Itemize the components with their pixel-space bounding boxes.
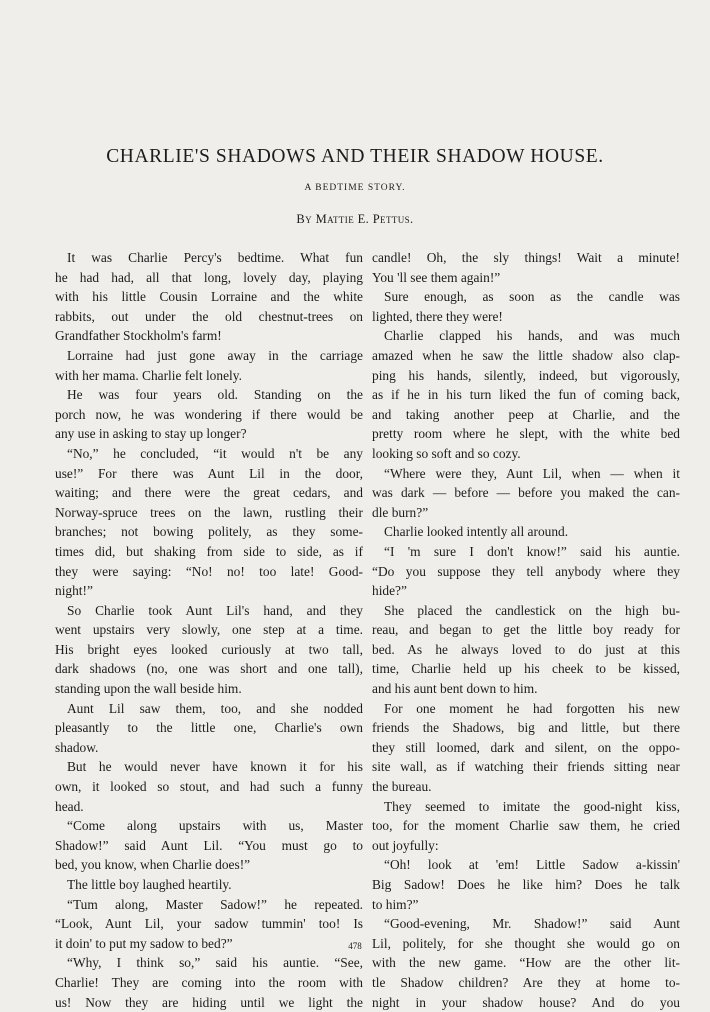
text-line: Charlie clapped his hands, and was much	[384, 328, 680, 344]
text-line: and his aunt bent down to him.	[372, 681, 538, 697]
text-line: “Do you suppose they tell anybody where they	[372, 563, 680, 579]
text-line: It was Charlie Percy's bedtime. What fun	[67, 250, 363, 265]
text-line: He was four years old. Standing on the	[67, 387, 363, 403]
text-column-left	[55, 248, 363, 1012]
text-line: Charlie looked intently all around.	[384, 524, 569, 540]
text-line: porch now, he was wondering if there would be	[55, 406, 363, 422]
text-line: “Come along upstairs with us, Master	[67, 818, 363, 834]
text-line: Big Sadow! Does he like him? Does he talk	[372, 877, 680, 892]
text-line: they still loomed, dark and silent, on the oppo-	[372, 739, 680, 755]
text-line: out joyfully:	[372, 837, 439, 853]
text-line: was dark — before — before you maked the can-	[372, 485, 680, 501]
text-line: “Oh! look at 'em! Little Sadow a-kissin'	[384, 857, 680, 873]
story-subtitle: A BEDTIME STORY.	[304, 183, 406, 193]
text-line: any use in asking to stay up longer?	[55, 426, 247, 442]
text-line: pleasantly to the little one, Charlie's own	[55, 720, 363, 736]
text-line: “No,” he concluded, “it would n't be any	[67, 445, 363, 461]
text-line: His bright eyes looked curiously at two tall,	[55, 641, 363, 657]
text-line: “Where were they, Aunt Lil, when — when it	[384, 465, 680, 481]
text-line: waiting; and there were the great cedars, and	[55, 485, 363, 501]
text-line: and taking another peep at Charlie, and the	[372, 406, 680, 422]
text-line: You 'll see them again!”	[372, 269, 501, 285]
text-line: went upstairs very slowly, one step at a time.	[55, 622, 363, 638]
text-line: ping his hands, silently, indeed, but vigorously,	[372, 367, 680, 383]
text-line: use!” For there was Aunt Lil in the door,	[55, 465, 363, 481]
story-byline: By Mattie E. Pettus.	[296, 212, 414, 226]
text-line: friends the Shadows, big and little, but there	[372, 720, 680, 736]
text-line: Sure enough, as soon as the candle was	[384, 289, 680, 305]
text-line: amazed when he saw the little shadow also clap-	[372, 347, 680, 363]
text-line: “I 'm sure I don't know!” said his auntie.	[384, 543, 680, 559]
text-line: times did, but shaking from side to side, as if	[55, 543, 363, 559]
text-line: Grandfather Stockholm's farm!	[55, 328, 222, 344]
text-line: the bureau.	[372, 779, 432, 795]
text-line: lighted, there they were!	[372, 308, 503, 324]
page-number: 478	[348, 941, 362, 951]
text-line: Lorraine had just gone away in the carriage	[67, 347, 363, 363]
text-line: night!”	[55, 583, 93, 599]
text-line: Norway-spruce trees on the lawn, rustling their	[55, 504, 363, 520]
text-line: bed, you know, when Charlie does!”	[55, 857, 251, 873]
text-line: dark shadows (no, one was short and one tall),	[55, 661, 363, 677]
text-line: too, for the moment Charlie saw them, he cried	[372, 818, 680, 834]
text-line: Shadow!” said Aunt Lil. “You must go to	[55, 837, 363, 853]
text-line: Lil, politely, for she thought she would go on	[372, 935, 680, 951]
text-line: to him?”	[372, 896, 419, 912]
text-line: us! Now they are hiding until we light the	[55, 994, 363, 1010]
text-line: They seemed to imitate the good-night kiss,	[384, 798, 680, 814]
text-line: rabbits, out under the old chestnut-trees on	[55, 308, 363, 324]
text-line: they were saying: “No! no! too late! Good-	[55, 563, 363, 579]
text-line: own, it looked so stout, and had such a funny	[55, 779, 363, 795]
text-line: with the new game. “How are the other lit-	[372, 955, 680, 971]
text-line: with her mama. Charlie felt lonely.	[55, 367, 242, 383]
text-line: Aunt Lil saw them, too, and she nodded	[67, 700, 363, 716]
text-line: bed. As he always loved to do just at this	[372, 641, 680, 657]
text-line: The little boy laughed heartily.	[67, 877, 232, 892]
story-title: CHARLIE'S SHADOWS AND THEIR SHADOW HOUSE.	[106, 146, 604, 167]
text-line: tle Shadow children? Are they at home to-	[372, 974, 680, 990]
text-line: But he would never have known it for his	[67, 759, 363, 775]
text-line: “Tum along, Master Sadow!” he repeated.	[67, 896, 363, 912]
text-line: Charlie! They are coming into the room with	[55, 974, 363, 990]
text-line: night in your shadow house? And do you	[372, 994, 680, 1010]
text-line: site wall, as if watching their friends sitting near	[372, 759, 680, 775]
text-line: For one moment he had forgotten his new	[384, 700, 680, 716]
text-line: it doin' to put my sadow to bed?”	[55, 935, 233, 951]
text-line: head.	[55, 798, 84, 814]
text-line: looking so soft and so cozy.	[372, 445, 521, 461]
text-line: She placed the candlestick on the high bu-	[384, 602, 680, 618]
text-line: dle burn?”	[372, 504, 429, 520]
text-line: standing upon the wall beside him.	[55, 681, 242, 697]
text-line: “Look, Aunt Lil, your sadow tummin' too! Is	[55, 916, 363, 932]
text-line: shadow.	[55, 739, 99, 755]
text-line: “Why, I think so,” said his auntie. “See,	[67, 955, 363, 971]
text-line: reau, and began to get the little boy ready for	[372, 622, 680, 638]
text-line: hide?”	[372, 583, 407, 599]
text-line: branches; not bowing politely, as they some-	[55, 524, 363, 540]
text-line: as if he in his turn liked the fun of coming back,	[372, 387, 680, 403]
text-column-right	[372, 248, 680, 1012]
text-line: candle! Oh, the sly things! Wait a minute!	[372, 250, 680, 265]
text-line: So Charlie took Aunt Lil's hand, and they	[67, 602, 363, 618]
text-line: he had had, all that long, lovely day, playing	[55, 269, 363, 285]
text-line: with his little Cousin Lorraine and the white	[55, 289, 363, 305]
text-line: pretty room where he slept, with the white bed	[372, 426, 680, 442]
text-line: “Good-evening, Mr. Shadow!” said Aunt	[384, 916, 680, 932]
text-line: time, Charlie held up his cheek to be kissed,	[372, 661, 680, 677]
